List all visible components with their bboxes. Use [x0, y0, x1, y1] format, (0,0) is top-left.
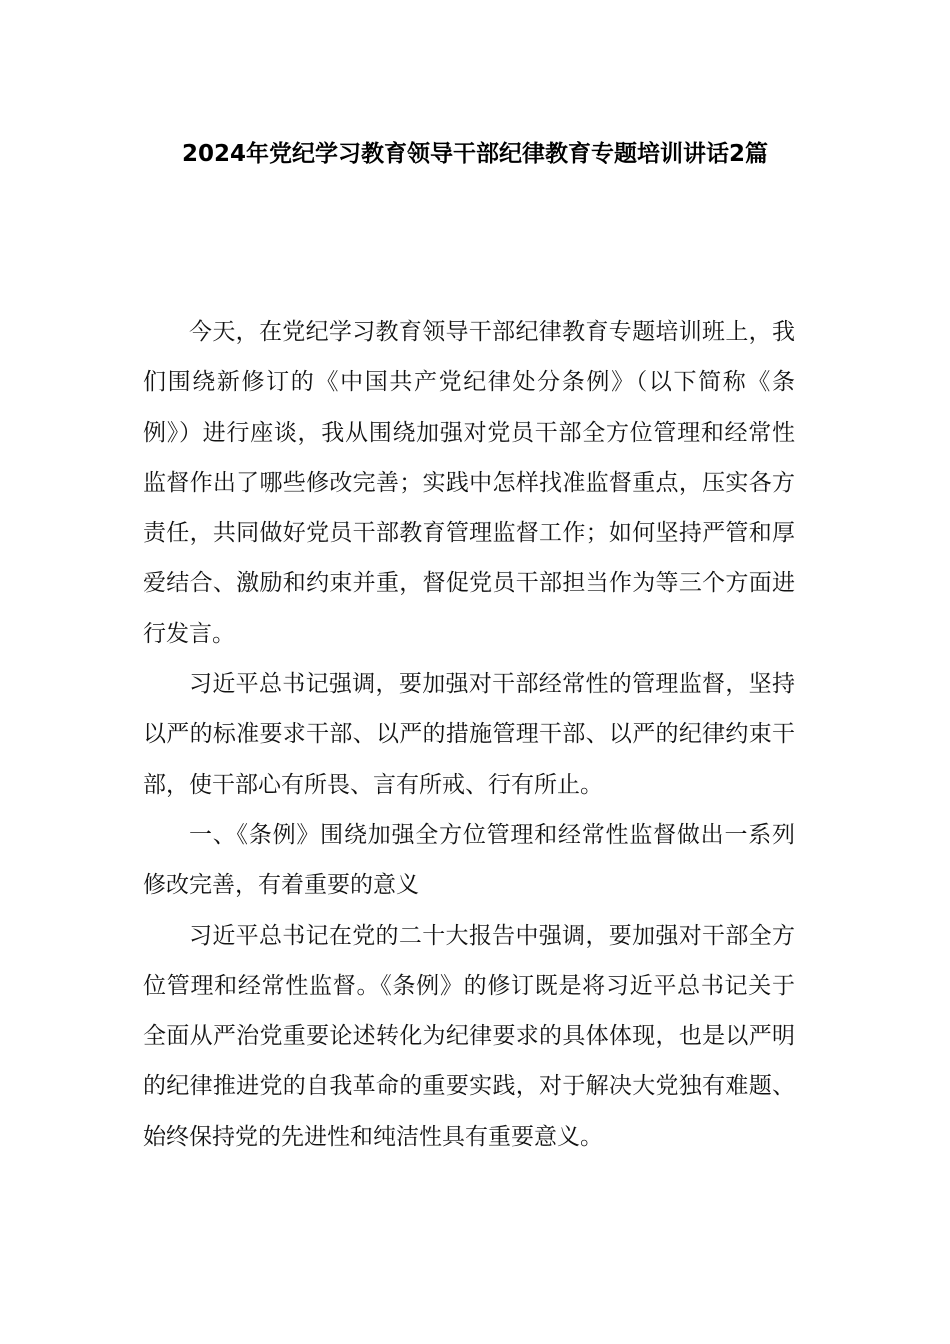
- paragraph-quote: 习近平总书记强调，要加强对干部经常性的管理监督，坚持以严的标准要求干部、以严的措施管理干部、以严的纪律约束干部，使干部心有所畏、言有所戒、行有所止。: [143, 671, 795, 798]
- paragraph-intro: 今天，在党纪学习教育领导干部纪律教育专题培训班上，我们围绕新修订的《中国共产党纪律处分条例》（以下简称《条例》）进行座谈，我从围绕加强对党员干部全方位管理和经常性监督作出了哪些修改完善；实践中怎样找准监督重点，压实各方责任，共同做好党员干部教育管理监督工作；如何坚持严管和厚爱结合、激励和约束并重，督促党员干部担当作为等三个方面进行发言。: [143, 319, 795, 647]
- paragraph-section-one: 习近平总书记在党的二十大报告中强调，要加强对干部全方位管理和经常性监督。《条例》的修订既是将习近平总书记关于全面从严治党重要论述转化为纪律要求的具体体现，也是以严明的纪律推进党的自我革命的重要实践，对于解决大党独有难题、始终保持党的先进性和纯洁性具有重要意义。: [143, 922, 795, 1150]
- section-heading-one: 一、《条例》围绕加强全方位管理和经常性监督做出一系列修改完善，有着重要的意义: [143, 821, 795, 899]
- document-title: 2024年党纪学习教育领导干部纪律教育专题培训讲话2篇: [181, 141, 769, 167]
- document-body: [143, 307, 795, 1162]
